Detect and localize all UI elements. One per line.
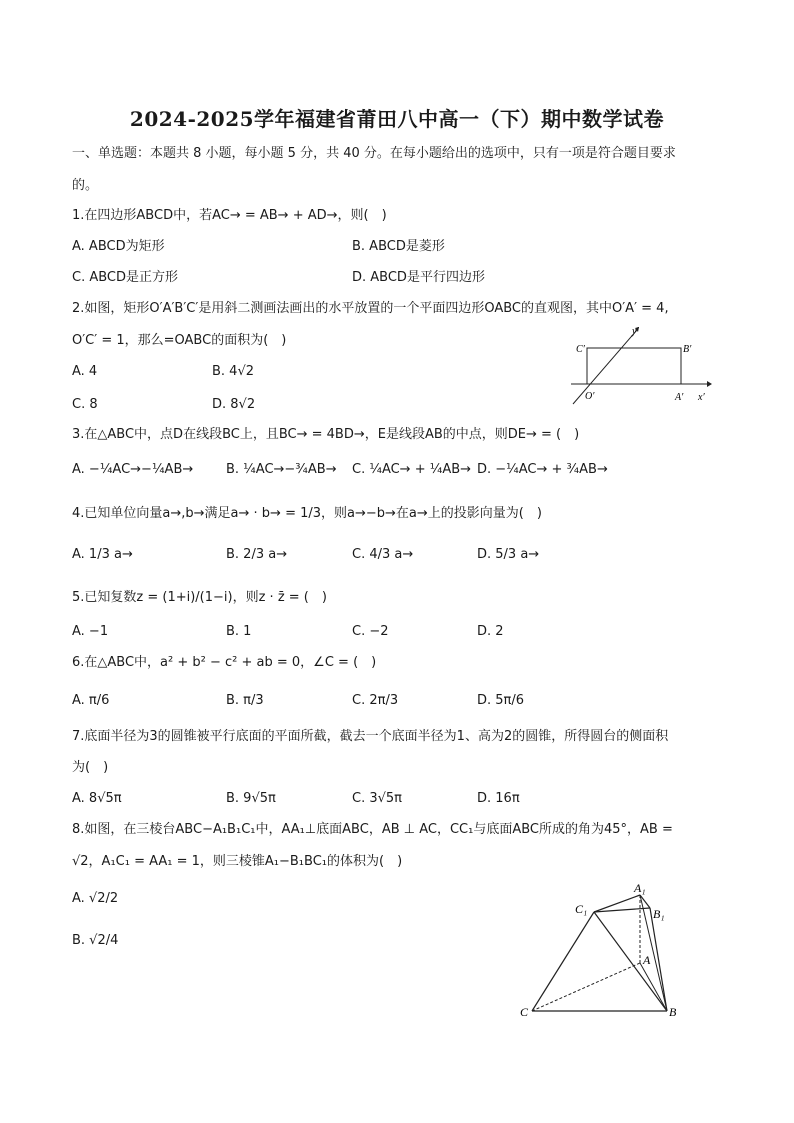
edge-c-c1: [532, 912, 594, 1011]
question-stem-cont: 为( ): [72, 760, 109, 775]
option-c: C. 8: [72, 397, 98, 412]
option-d: D. 8√2: [212, 397, 256, 412]
option-b: B. √2/4: [72, 933, 119, 948]
option-a: A. −¼AC→−¼AB→: [72, 462, 194, 477]
label-a-prime: A′: [675, 392, 684, 403]
question-stem: 5.已知复数z = (1+i)/(1−i)，则z · z̄ = ( ): [72, 590, 327, 605]
option-d: D. 16π: [477, 791, 520, 806]
label-y-prime: y′: [632, 326, 639, 337]
option-b: B. ABCD是菱形: [352, 239, 445, 254]
option-a: A. −1: [72, 624, 109, 639]
label-b: B: [669, 1005, 677, 1019]
question-stem: 7.底面半径为3的圆锥被平行底面的平面所截，截去一个底面半径为1、高为2的圆锥，所得圆台的侧面积: [72, 729, 669, 744]
oblique-projection-figure: [565, 322, 715, 407]
option-a: A. ABCD为矩形: [72, 239, 165, 254]
label-c1: C₁: [575, 902, 588, 916]
option-c: C. ¼AC→ + ¼AB→: [352, 462, 472, 477]
edge-c1-b: [594, 912, 667, 1011]
option-d: D. 2: [477, 624, 504, 639]
frustum-figure: [515, 880, 690, 1020]
option-d: D. 5π/6: [477, 693, 525, 708]
label-b-prime: B′: [683, 344, 692, 355]
option-d: D. −¼AC→ + ¾AB→: [477, 462, 608, 477]
question-stem: 3.在△ABC中，点D在线段BC上，且BC→ = 4BD→，E是线段AB的中点，则DE→ = ( ): [72, 427, 580, 442]
label-c-prime: C′: [576, 344, 585, 355]
question-stem: 6.在△ABC中，a² + b² − c² + ab = 0，∠C = ( ): [72, 655, 377, 670]
label-a: A: [643, 953, 651, 967]
section-heading: 一、单选题：本题共 8 小题，每小题 5 分，共 40 分。在每小题给出的选项中，只有一项是符合题目要求: [72, 146, 676, 161]
option-a: A. 8√5π: [72, 791, 122, 806]
label-c: C: [520, 1005, 529, 1019]
option-b: B. 4√2: [212, 364, 255, 379]
label-a1: A₁: [634, 881, 646, 895]
option-c: C. −2: [352, 624, 389, 639]
option-b: B. ¼AC→−¾AB→: [226, 462, 337, 477]
question-stem-cont: √2，A₁C₁ = AA₁ = 1，则三棱锥A₁−B₁BC₁的体积为( ): [72, 854, 403, 869]
label-x-prime: x′: [698, 392, 705, 403]
option-b: B. π/3: [226, 693, 264, 708]
x-axis-arrow: [707, 381, 712, 387]
option-d: D. ABCD是平行四边形: [352, 270, 485, 285]
option-a: A. π/6: [72, 693, 110, 708]
option-c: C. ABCD是正方形: [72, 270, 179, 285]
option-a: A. 4: [72, 364, 98, 379]
option-c: C. 2π/3: [352, 693, 399, 708]
page-title: 2024-2025学年福建省莆田八中高一（下）期中数学试卷: [129, 107, 665, 131]
option-b: B. 9√5π: [226, 791, 276, 806]
question-stem: 8.如图，在三棱台ABC−A₁B₁C₁中，AA₁⊥底面ABC，AB ⊥ AC，CC₁与底面ABC所成的角为45°，AB =: [72, 822, 673, 837]
rectangle-oabc: [587, 348, 681, 384]
section-heading-cont: 的。: [72, 178, 99, 193]
option-b: B. 2/3 a→: [226, 547, 288, 562]
option-b: B. 1: [226, 624, 252, 639]
option-c: C. 3√5π: [352, 791, 402, 806]
question-stem: 1.在四边形ABCD中，若AC→ = AB→ + AD→，则( ): [72, 208, 387, 223]
question-stem: 4.已知单位向量a→,b→满足a→ · b→ = 1/3，则a→−b→在a→上的投影向量为( ): [72, 506, 542, 521]
option-a: A. √2/2: [72, 891, 119, 906]
label-b1: B₁: [653, 907, 665, 921]
edge-c-a: [532, 963, 640, 1011]
option-a: A. 1/3 a→: [72, 547, 133, 562]
label-o-prime: O′: [585, 391, 595, 402]
y-axis: [573, 330, 637, 404]
question-stem: 2.如图，矩形O′A′B′C′是用斜二测画法画出的水平放置的一个平面四边形OABC的直观图，其中O′A′ = 4,: [72, 301, 669, 316]
question-stem-cont: O′C′ = 1，那么=OABC的面积为( ): [72, 333, 287, 348]
option-d: D. 5/3 a→: [477, 547, 540, 562]
option-c: C. 4/3 a→: [352, 547, 414, 562]
